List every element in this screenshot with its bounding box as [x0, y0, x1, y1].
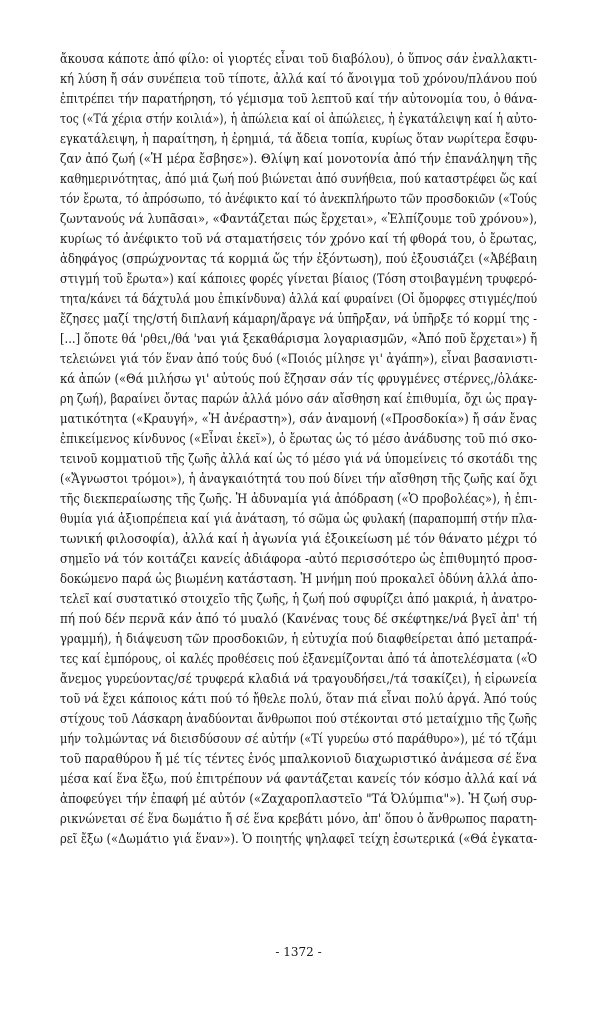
text-line: τοῦ παραθύρου ἤ μέ τίς τέντες ἑνός μπαλκονιοῦ διαχωριστικό ἀνάμεσα σέ ἕνα — [60, 752, 537, 767]
text-line: ρη ζωή), βαραίνει ὄντας παρών ἀλλά μόνο σάν αἴσθηση καί ἐπιθυμία, ὄχι ὡς πραγ- — [60, 392, 537, 407]
text-line: θυμία γιά ἀξιοπρέπεια καί γιά ἀνάταση, τό σῶμα ὡς φυλακή (παραπομπή στήν πλα- — [60, 512, 538, 527]
text-line: τεινοῦ κομματιοῦ τῆς ζωῆς ἀλλά καί ὡς τό μέσο γιά νά ὑπομείνεις τό σκοτάδι της — [60, 452, 538, 467]
text-line: τες καί ἐμπόρους, οἱ καλές προθέσεις πού ἐξανεμίζονται ἀπό τά ἀποτελέσματα («Ὁ — [60, 652, 538, 667]
text-line: καθημερινότητας, ἀπό μιά ζωή πού βιώνεται ἀπό συνήθεια, πού καταστρέφει ὥς καί — [60, 172, 538, 187]
text-line: ρεῖ ἔξω («Δωμάτιο γιά ἕναν»). Ὁ ποιητής ψηλαφεῖ τείχη ἐσωτερικά («Θά ἐγκατα- — [60, 832, 538, 847]
text-line: μέσα καί ἕνα ἔξω, πού ἐπιτρέπουν νά φαντάζεται κανείς τόν κόσμο ἀλλά καί νά — [60, 772, 537, 787]
text-line: ἄκουσα κάποτε ἀπό φίλο: οἱ γιορτές εἶναι τοῦ διαβόλου), ὁ ὕπνος σάν ἐναλλακτι- — [60, 52, 537, 67]
text-line: ζαν ἀπό ζωή («Ἡ μέρα ἔσβησε»). Θλίψη καί μονοτονία ἀπό τήν ἐπανάληψη τῆς — [60, 152, 538, 167]
text-line: τητα/κάνει τά δάχτυλά μου ἐπικίνδυνα) ἀλλά καί φυραίνει (Οἱ ὄμορφες στιγμές/πού — [60, 292, 538, 307]
text-line: τελεῖ καί συστατικό στοιχεῖο τῆς ζωῆς, ἡ ζωή πού σφυρίζει ἀπό μακριά, ἡ ἀνατρο- — [60, 592, 538, 607]
text-line: τελειώνει γιά τόν ἕναν ἀπό τούς δυό («Ποιός μίλησε γι' ἀγάπη»), εἶναι βασανιστι- — [60, 352, 538, 367]
text-line: τος («Τά χέρια στήν κοιλιά»), ἡ ἀπώλεια καί οἱ ἀπώλειες, ἡ ἐγκατάλειψη καί ἡ αὐτο- — [60, 112, 537, 127]
page-number: - 1372 - — [275, 945, 322, 959]
text-line: τόν ἔρωτα, τό ἀπρόσωπο, τό ἀνέφικτο καί τό ἀνεκπλήρωτο τῶν προσδοκιῶν («Τούς — [60, 192, 537, 207]
text-line: ἀδηφάγος (σπρώχνοντας τά κορμιά ὥς τήν ἐξόντωση), πού ἐξουσιάζει («Ἀβέβαιη — [60, 252, 537, 267]
text-line: κά ἀπών («Θά μιλήσω γι' αὐτούς πού ἔζησαν σάν τίς φρυγμένες στέρνες,/ὁλάκε- — [60, 372, 538, 387]
text-line: κυρίως τό ἀνέφικτο τοῦ νά σταματήσεις τόν χρόνο καί τή φθορά του, ὁ ἔρωτας, — [60, 232, 538, 247]
text-line: μήν τολμώντας νά διεισδύσουν σέ αὐτήν («Τί γυρεύω στό παράθυρο»), μέ τό τζάμι — [60, 732, 537, 747]
text-line: εγκατάλειψη, ἡ παραίτηση, ἡ ἐρημιά, τά ἄδεια τοπία, κυρίως ὅταν νωρίτερα ἔσφυ- — [60, 132, 538, 147]
text-line: ἐπικείμενος κίνδυνος («Εἶναι ἐκεῖ»), ὁ ἔρωτας ὡς τό μέσο ἀνάδυσης τοῦ πιό σκο- — [60, 432, 537, 447]
text-line: τωνική φιλοσοφία), ἀλλά καί ἡ ἀγωνία γιά ἐξοικείωση μέ τόν θάνατο μέχρι τό — [60, 532, 538, 547]
text-line: ἔζησες μαζί της/στή διπλανή κάμαρη/ἄραγε νά ὑπῆρξαν, νά ὑπῆρξε τό κορμί της - — [60, 312, 537, 327]
text-line: ματικότητα («Κραυγή», «Ἡ ἀνέραστη»), σάν ἀναμονή («Προσδοκία») ἤ σάν ἔνας — [60, 412, 537, 427]
text-line: κή λύση ἤ σάν συνέπεια τοῦ τίποτε, ἀλλά καί τό ἄνοιγμα τοῦ χρόνου/πλάνου πού — [60, 72, 537, 87]
text-line: [...] ὅποτε θά 'ρθει,/θά 'ναι γιά ξεκαθάρισμα λογαριασμῶν, «Ἀπό ποῦ ἔρχεται») ἤ — [60, 332, 538, 347]
text-line: ρικνώνεται σέ ἕνα δωμάτιο ἤ σέ ἕνα κρεβάτι μόνο, ἀπ' ὅπου ὁ ἄνθρωπος παρατη- — [60, 812, 537, 827]
text-line: ἐπιτρέπει τήν παρατήρηση, τό γέμισμα τοῦ λεπτοῦ καί τήν αὐτονομία του, ὁ θάνα- — [60, 92, 538, 107]
text-line: πή πού δέν περνᾶ κάν ἀπό τό μυαλό (Κανένας τους δέ σκέφτηκε/νά βγεῖ ἀπ' τή — [60, 612, 537, 627]
text-line: στίχους τοῦ Λάσκαρη ἀναδύονται ἄνθρωποι πού στέκονται στό μεταίχμιο τῆς ζωῆς — [60, 712, 537, 727]
text-line: τῆς διεκπεραίωσης τῆς ζωῆς. Ἡ ἀδυναμία γιά ἀπόδραση («Ὁ προβολέας»), ἡ ἐπι- — [60, 492, 537, 507]
text-line: δοκώμενο παρά ὡς βιωμένη κατάσταση. Ἡ μνήμη πού προκαλεῖ ὀδύνη ἀλλά ἀπο- — [60, 572, 538, 587]
text-line: γραμμή), ἡ διάψευση τῶν προσδοκιῶν, ἡ εὐτυχία πού διαφθείρεται ἀπό μεταπρά- — [60, 632, 537, 647]
body-text — [60, 50, 537, 850]
text-line: ζωντανούς νά λυπᾶσαι», «Φαντάζεται πώς ἔρχεται», «Ἐλπίζουμε τοῦ χρόνου»), — [60, 212, 538, 227]
text-line: τοῦ νά ἔχει κάποιος κάτι πού τό ἤθελε πολύ, ὅταν πιά εἶναι πολύ ἀργά. Ἀπό τούς — [60, 692, 537, 707]
text-line: ἀποφεύγει τήν ἐπαφή μέ αὐτόν («Ζαχαροπλαστεῖο "Τά Ὀλύμπια"»). Ἡ ζωή συρ- — [60, 792, 538, 807]
text-line: ἄνεμος γυρεύοντας/σέ τρυφερά κλαδιά νά τραγουδήσει,/τά τσακίζει), ἡ εἰρωνεία — [60, 672, 538, 687]
text-line: σημεῖο νά τόν κοιτάζει κανείς ἀδιάφορα -αὐτό περισσότερο ὡς ἐπιθυμητό προσ- — [60, 552, 538, 567]
text-line: («Ἄγνωστοι τρόμοι»), ἡ ἀναγκαιότητά του πού δίνει τήν αἴσθηση τῆς ζωῆς καί ὄχι — [60, 472, 538, 487]
text-line: στιγμή τοῦ ἔρωτα») καί κάποιες φορές γίνεται βίαιος (Τόση στοιβαγμένη τρυφερό- — [60, 272, 537, 287]
